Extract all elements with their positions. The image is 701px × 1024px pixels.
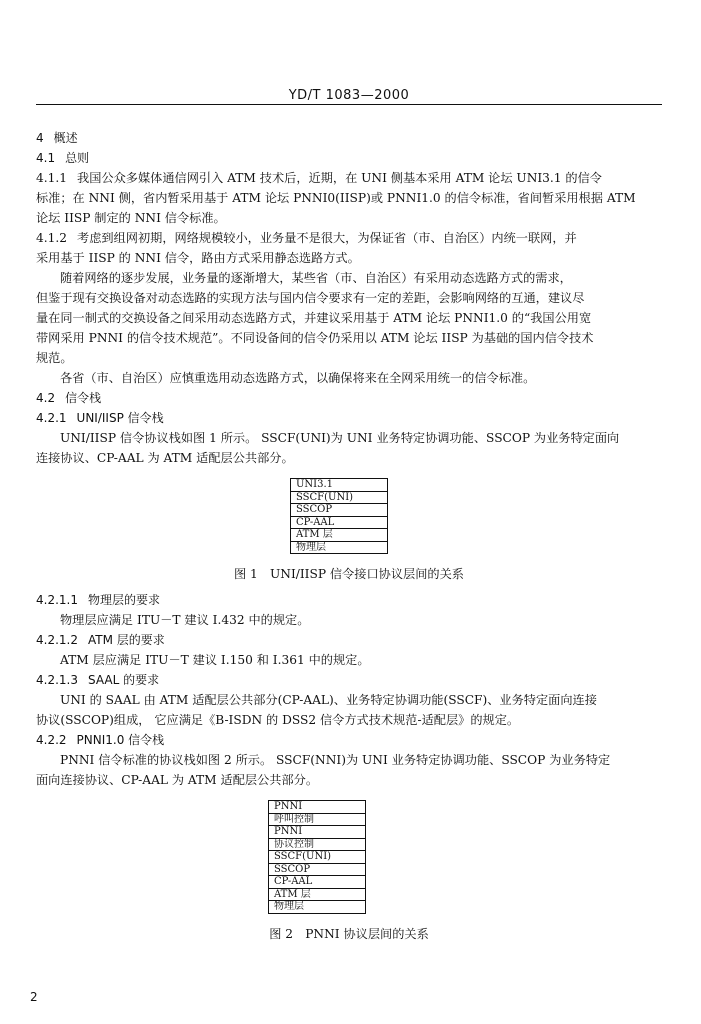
line-text: 各省（市、自治区）应慎重选用动态选路方式，以确保将来在全网采用统一的信令标准。 — [60, 371, 536, 385]
line-text: 概述 — [53, 131, 78, 145]
line-text: 采用基于 IISP 的 NNI 信令，路由方式采用静态选路方式。 — [36, 251, 360, 265]
line-text: 标准；在 NNI 侧，省内暂采用基于 ATM 论坛 PNNI0(IISP)或 PNNI1.0 的信令标准，省间暂采用根据 ATM — [36, 191, 636, 205]
section-number: 4.2.1 — [36, 411, 67, 425]
line-text: 规范。 — [36, 351, 73, 365]
line-text: 随着网络的逐步发展，业务量的逐渐增大，某些省（市、自治区）有采用动态选路方式的需求， — [60, 271, 572, 285]
section-heading — [36, 408, 662, 428]
section-number: 4.2 — [36, 391, 56, 405]
paragraph-line — [36, 168, 662, 188]
line-text: 物理层的要求 — [87, 593, 160, 607]
section-heading — [36, 730, 662, 750]
figure-1-caption: 图 1 UNI/IISP 信令接口协议层间的关系 — [234, 567, 464, 581]
line-text: 考虑到组网初期，网络规模较小，业务量不是很大，为保证省（市、自治区）内统一联网，并 — [77, 231, 577, 245]
paragraph-line — [36, 348, 662, 368]
line-text: PNNI1.0 信令栈 — [76, 733, 165, 747]
protocol-layer: PNNI — [274, 801, 303, 812]
section-number: 4.2.1.2 — [36, 633, 78, 647]
paragraph-line — [36, 690, 662, 710]
line-text: 协议(SSCOP)组成， 它应满足《B-ISDN 的 DSS2 信令方式技术规范-适配层》的规定。 — [36, 713, 520, 727]
line-text: UNI/IISP 信令栈 — [76, 411, 164, 425]
section-number: 4 — [36, 131, 44, 145]
line-text: 我国公众多媒体通信网引入 ATM 技术后，近期，在 UNI 侧基本采用 ATM 论坛 UNI3.1 的信令 — [77, 171, 602, 185]
paragraph-line — [36, 428, 662, 448]
figure-2-protocol-stack — [268, 800, 366, 914]
line-text: UNI 的 SAAL 由 ATM 适配层公共部分(CP-AAL)、业务特定协调功能(SSCF)、业务特定面向连接 — [60, 693, 597, 707]
section-number: 4.2.1.1 — [36, 593, 78, 607]
section-heading — [36, 388, 662, 408]
paragraph-line — [36, 328, 662, 348]
paragraph-line — [36, 770, 662, 790]
section-number: 4.1 — [36, 151, 56, 165]
section-number: 4.1.1 — [36, 171, 68, 185]
text-block-2 — [36, 590, 662, 790]
protocol-layer: 呼叫控制 — [269, 813, 365, 826]
line-text: ATM 层的要求 — [87, 633, 165, 647]
section-number: 4.2.1.3 — [36, 673, 78, 687]
paragraph-line — [36, 208, 662, 228]
paragraph-line — [36, 750, 662, 770]
protocol-layer: UNI3.1 — [296, 479, 334, 490]
protocol-layer: SSCF(UNI) — [269, 850, 365, 863]
protocol-layer: SSCOP — [291, 503, 387, 516]
section-heading — [36, 128, 662, 148]
line-text: 物理层应满足 ITU－T 建议 I.432 中的规定。 — [60, 613, 310, 627]
section-number: 4.1.2 — [36, 231, 68, 245]
protocol-layer: PNNI — [269, 825, 365, 838]
line-text: PNNI 信令标准的协议栈如图 2 所示。 SSCF(NNI)为 UNI 业务特定协调功能、SSCOP 为业务特定 — [60, 753, 611, 767]
figure-1-protocol-stack — [290, 478, 388, 554]
paragraph-line — [36, 248, 662, 268]
paragraph-line — [36, 710, 662, 730]
section-heading — [36, 670, 662, 690]
paragraph-line — [36, 610, 662, 630]
section-heading — [36, 590, 662, 610]
line-text: 面向连接协议、CP-AAL 为 ATM 适配层公共部分。 — [36, 773, 319, 787]
line-text: 论坛 IISP 制定的 NNI 信令标准。 — [36, 211, 226, 225]
protocol-layer: 物理层 — [291, 541, 387, 554]
protocol-layer: 协议控制 — [269, 838, 365, 851]
line-text: UNI/IISP 信令协议栈如图 1 所示。 SSCF(UNI)为 UNI 业务特定协调功能、SSCOP 为业务特定面向 — [60, 431, 620, 445]
paragraph-line — [36, 650, 662, 670]
protocol-layer: ATM 层 — [269, 888, 365, 901]
line-text: 量在同一制式的交换设备之间采用动态选路方式，并建议采用基于 ATM 论坛 PNNI1.0 的“我国公用宽 — [36, 311, 592, 325]
paragraph-line — [36, 308, 662, 328]
line-text: 连接协议、CP-AAL 为 ATM 适配层公共部分。 — [36, 451, 294, 465]
paragraph-line — [36, 448, 662, 468]
line-text: 总则 — [65, 151, 90, 165]
text-block-1 — [36, 128, 662, 468]
line-text: 带网采用 PNNI 的信令技术规范”。不同设备间的信令仍采用以 ATM 论坛 IISP 为基础的国内信令技术 — [36, 331, 594, 345]
section-heading — [36, 148, 662, 168]
line-text: 但鉴于现有交换设备对动态选路的实现方法与国内信令要求有一定的差距，会影响网络的互通，建议尽 — [36, 291, 585, 305]
protocol-layer: SSCF(UNI) — [291, 491, 387, 504]
page-header: YD/T 1083—2000 — [288, 88, 410, 103]
paragraph-line — [36, 268, 662, 288]
paragraph-line — [36, 288, 662, 308]
header-rule — [36, 104, 662, 105]
line-text: ATM 层应满足 ITU－T 建议 I.150 和 I.361 中的规定。 — [60, 653, 370, 667]
paragraph-line — [36, 368, 662, 388]
protocol-layer: 物理层 — [269, 900, 365, 913]
paragraph-line — [36, 228, 662, 248]
line-text: SAAL 的要求 — [87, 673, 160, 687]
page-body — [36, 128, 662, 944]
line-text: 信令栈 — [65, 391, 102, 405]
protocol-layer: ATM 层 — [291, 528, 387, 541]
figure-2-caption: 图 2 PNNI 协议层间的关系 — [269, 926, 429, 941]
protocol-layer: SSCOP — [269, 863, 365, 876]
protocol-layer: CP-AAL — [269, 875, 365, 888]
section-number: 4.2.2 — [36, 733, 67, 747]
paragraph-line — [36, 188, 662, 208]
page-number: 2 — [30, 990, 38, 1004]
protocol-layer: CP-AAL — [291, 516, 387, 529]
section-heading — [36, 630, 662, 650]
